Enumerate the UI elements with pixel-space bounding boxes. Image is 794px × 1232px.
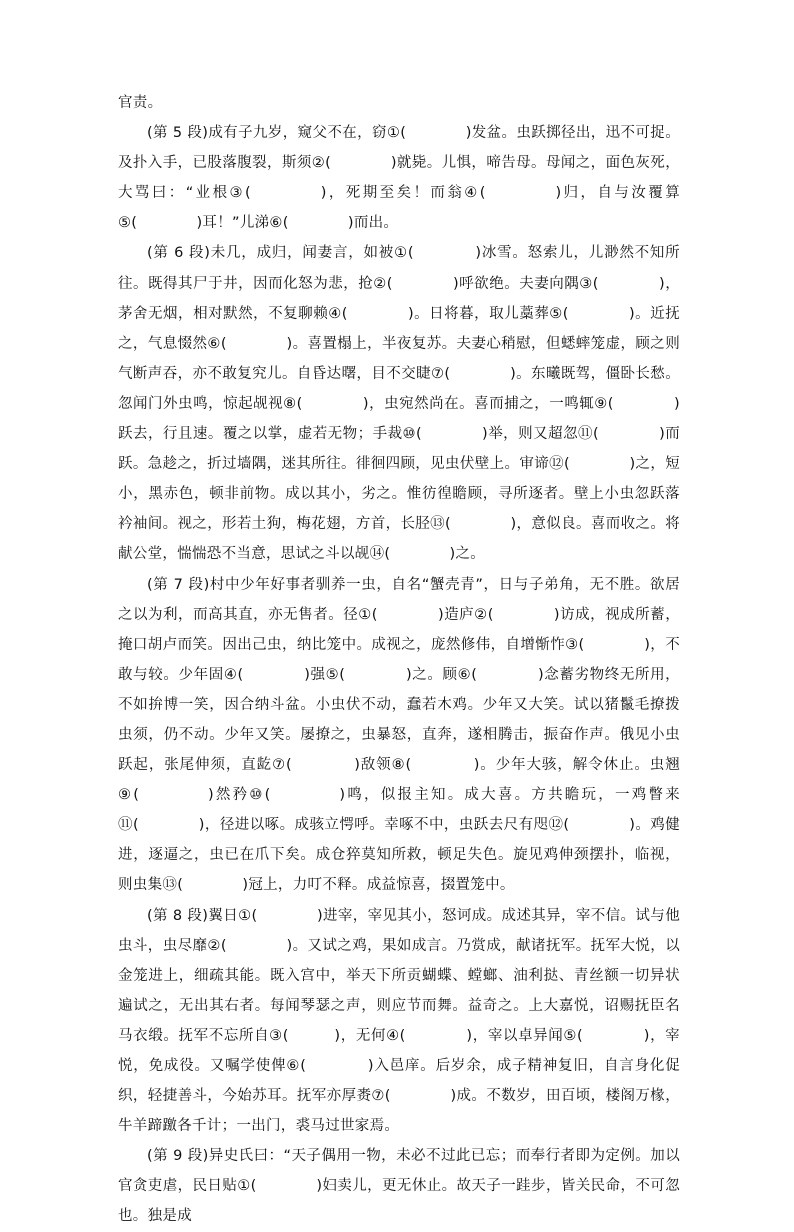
paragraph-8: (第 8 段)翼日①( )进宰，宰见其小，怒诃成。成述其异，宰不信。试与他虫斗，虫尽靡②( )。又试之鸡，果如成言。乃赏成，献诸抚军。抚军大悦，以金笼进上，细疏其能。既入宫中，举天下所贡蝴蝶、螳螂、油利挞、青丝额一切异状遍试之，无出其右者。每闻琴瑟之声，则应节而舞。益奇之。上大嘉悦，诏赐抚臣名马衣缎。抚军不忘所自③( )，无何④( )，宰以卓异闻⑤( )，宰悦，免成役。又嘱学使俾⑥( )入邑庠。后岁余，成子精神复旧，自言身化促织，轻捷善斗，今始苏耳。抚军亦厚赉⑦( )成。不数岁，田百顷，楼阁万椽，牛羊蹄躈各千计；一出门，裘马过世家焉。 xyxy=(118,907,680,1135)
document-body xyxy=(118,88,680,1232)
paragraph-5: (第 5 段)成有子九岁，窥父不在，窃①( )发盆。虫跃掷径出，迅不可捉。及扑入手，已股落腹裂，斯须②( )就毙。儿惧，啼告母。母闻之，面色灰死，大骂曰：“业根③( )，死期至矣！而翁④( )归，自与汝覆算⑤( )耳！”儿涕⑥( )而出。 xyxy=(118,125,680,232)
paragraph-6: (第 6 段)未几，成归，闻妻言，如被①( )冰雪。怒索儿，儿渺然不知所往。既得其尸于井，因而化怒为悲，抢②( )呼欲绝。夫妻向隅③( )，茅舍无烟，相对默然，不复聊赖④( )。日将暮，取儿藁葬⑤( )。近抚之，气息惙然⑥( )。喜置榻上，半夜复苏。夫妻心稍慰，但蟋蟀笼虚，顾之则气断声吞，亦不敢复究儿。自昏达曙，目不交睫⑦( )。东曦既驾，僵卧长愁。忽闻门外虫鸣，惊起觇视⑧( )，虫宛然尚在。喜而捕之，一鸣辄⑨( )跃去，行且速。覆之以掌，虚若无物；手裁⑩( )举，则又超忽⑪( )而跃。急趁之，折过墙隅，迷其所往。徘徊四顾，见虫伏壁上。审谛⑫( )之，短小，黑赤色，顿非前物。成以其小，劣之。惟彷徨瞻顾，寻所逐者。壁上小虫忽跃落衿袖间。视之，形若土狗，梅花翅，方首，长胫⑬( )，意似良。喜而收之。将献公堂，惴惴恐不当意，思试之斗以觇⑭( )之。 xyxy=(118,245,680,563)
paragraph-continuation: 官责。 xyxy=(118,95,163,111)
paragraph-9: (第 9 段)异史氏曰：“天子偶用一物，未必不过此已忘；而奉行者即为定例。加以官贪吏虐，民日贴①( )妇卖儿，更无休止。故天子一跬步，皆关民命，不可忽也。独是成 xyxy=(118,1148,680,1225)
paragraph-7: (第 7 段)村中少年好事者驯养一虫，自名“蟹壳青”，日与子弟角，无不胜。欲居之以为利，而高其直，亦无售者。径①( )造庐②( )访成，视成所蓄，掩口胡卢而笑。因出己虫，纳比笼中。成视之，庞然修伟，自增惭怍③( )，不敢与较。少年固④( )强⑤( )之。顾⑥( )念蓄劣物终无所用，不如拚博一笑，因合纳斗盆。小虫伏不动，蠢若木鸡。少年又大笑。试以猪鬣毛撩拨虫须，仍不动。少年又笑。屡撩之，虫暴怒，直奔，遂相腾击，振奋作声。俄见小虫跃起，张尾伸须，直龁⑦( )敌领⑧( )。少年大骇，解令休止。虫翘⑨( )然矜⑩( )鸣，似报主知。成大喜。方共瞻玩，一鸡瞥来⑪( )，径进以啄。成骇立愕呼。幸啄不中，虫跃去尺有咫⑫( )。鸡健进，逐逼之，虫已在爪下矣。成仓猝莫知所救，顿足失色。旋见鸡伸颈摆扑，临视，则虫集⑬( )冠上，力叮不释。成益惊喜，掇置笼中。 xyxy=(118,576,680,894)
